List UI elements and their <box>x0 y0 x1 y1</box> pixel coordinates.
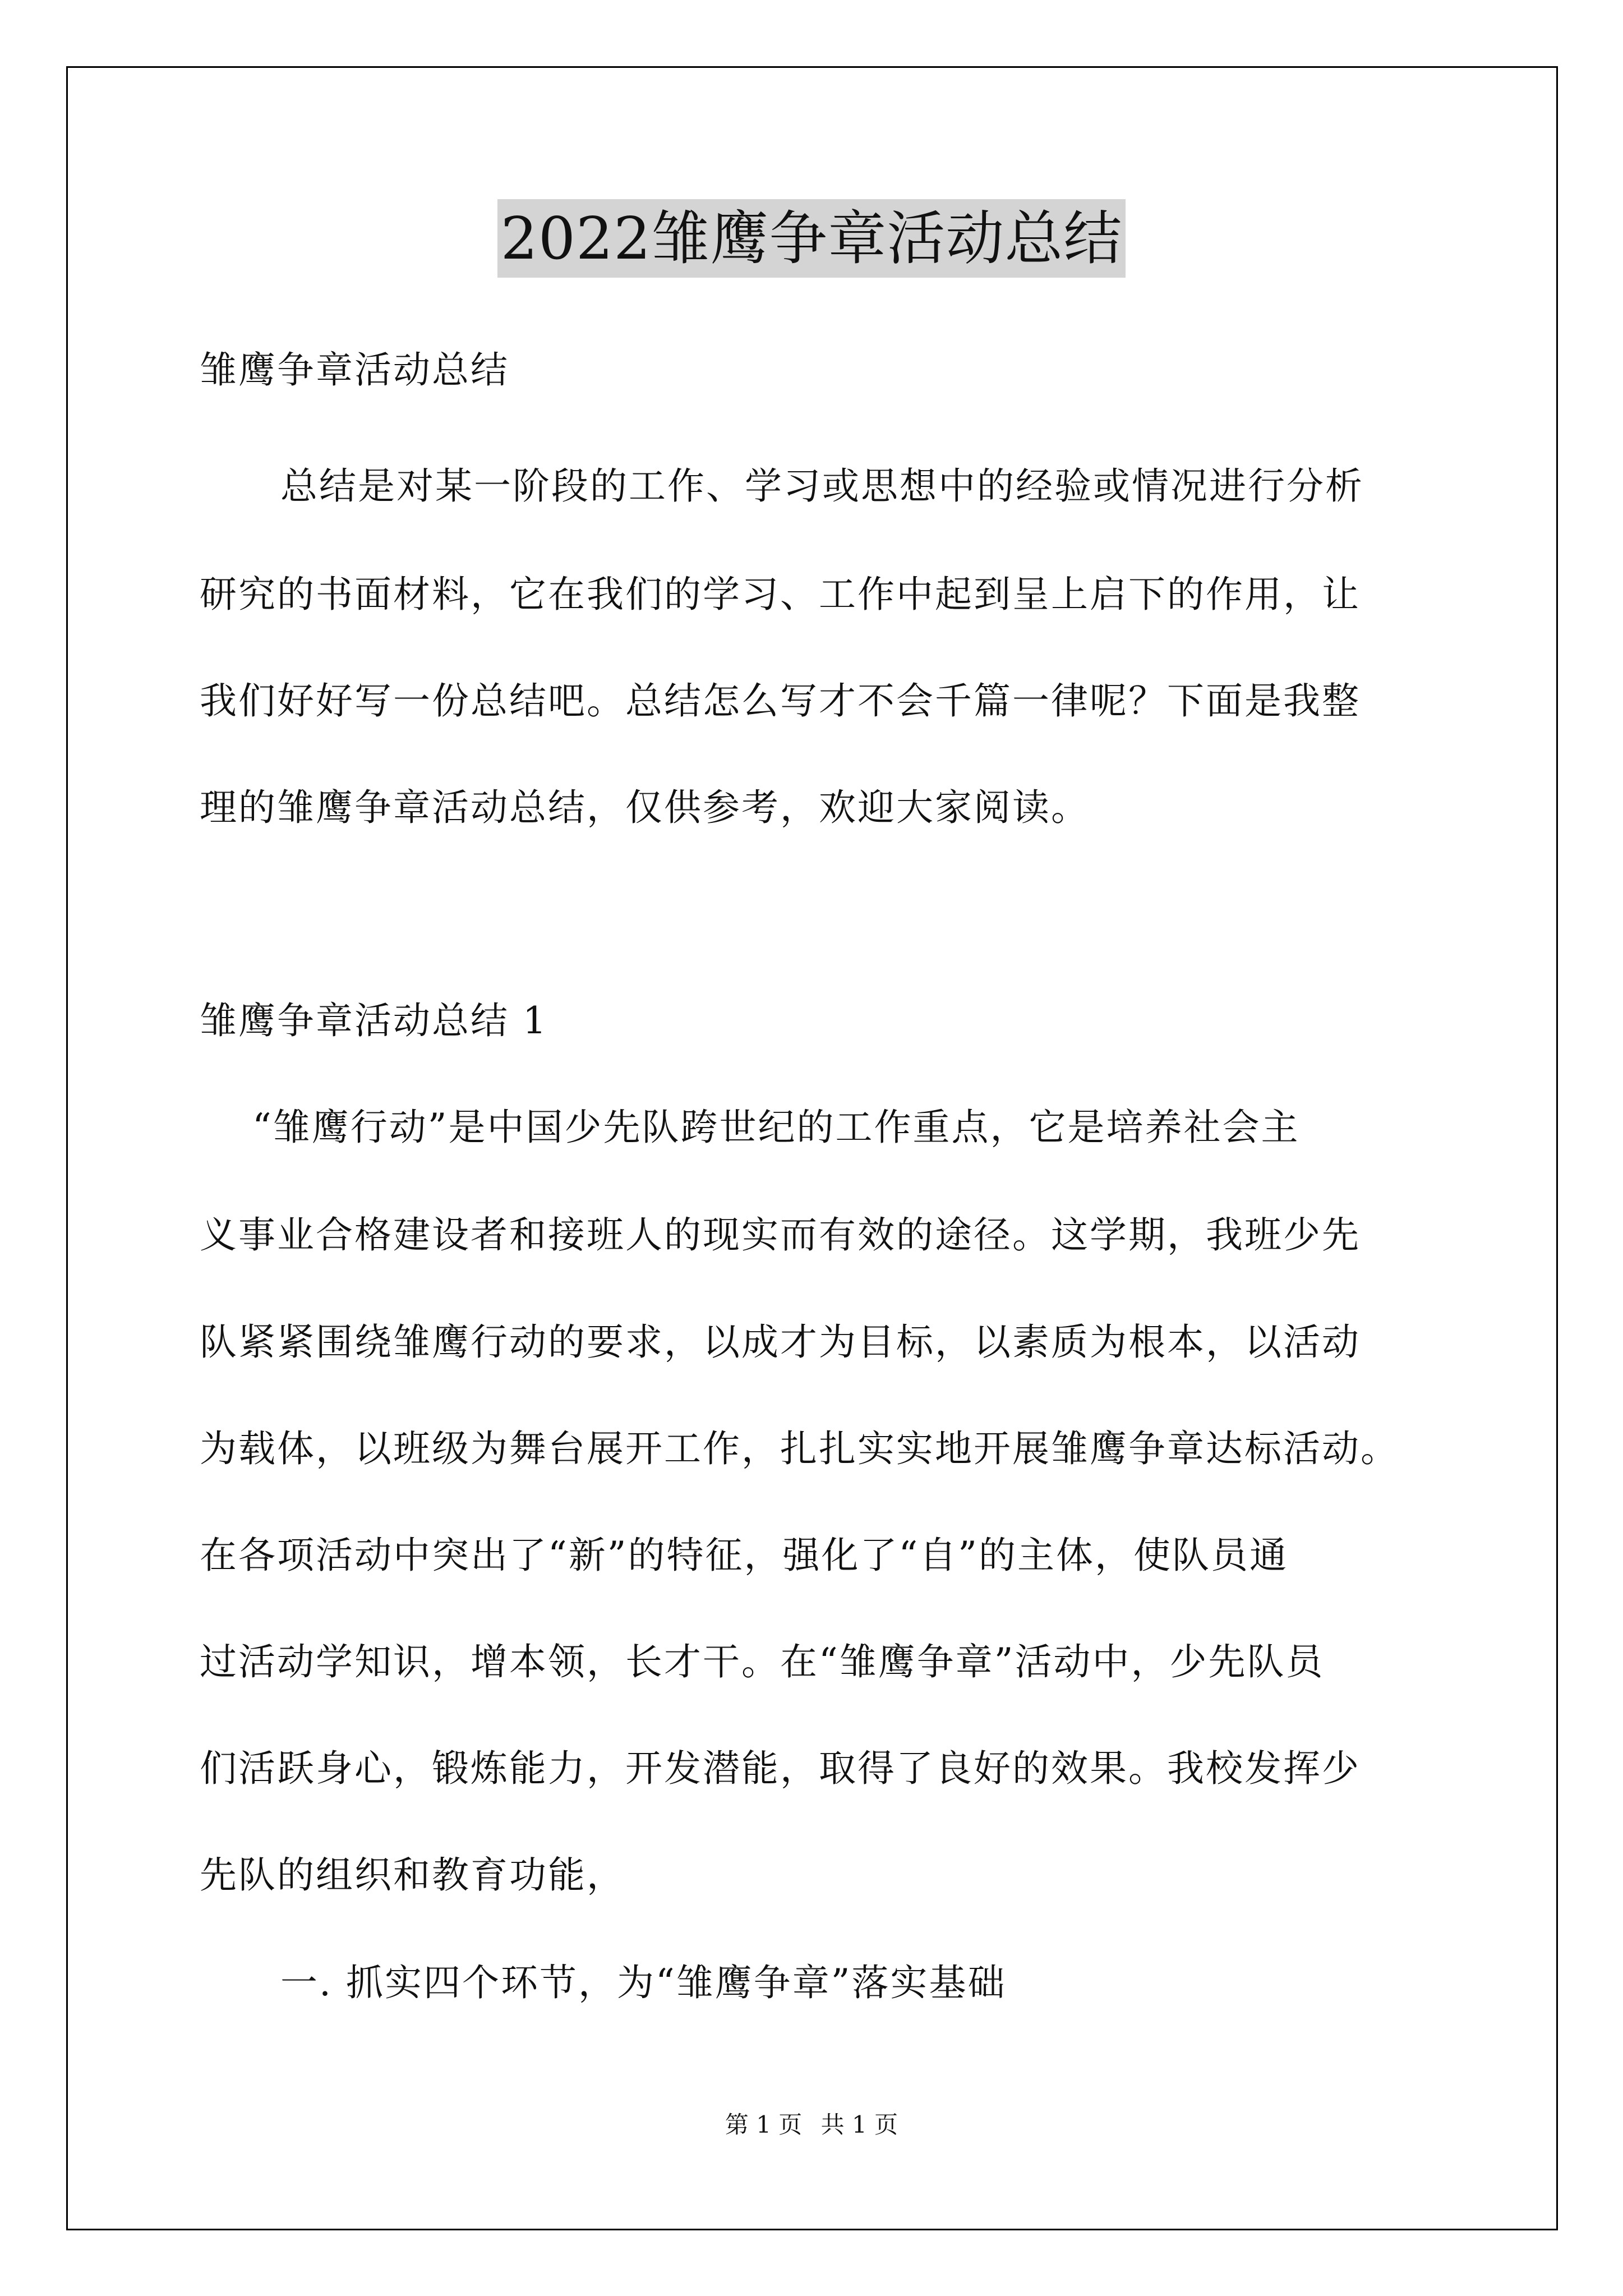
paragraph-line: 研究的书面材料，它在我们的学习、工作中起到呈上启下的作用，让 <box>200 573 1361 616</box>
title-container <box>0 199 1623 278</box>
page-footer <box>0 2108 1623 2142</box>
numbered-heading: 一. 抓实四个环节，为“雏鹰争章”落实基础 <box>280 1961 1007 2004</box>
paragraph-line: 我们好好写一份总结吧。总结怎么写才不会千篇一律呢？下面是我整 <box>200 679 1361 723</box>
paragraph-line: “雏鹰行动”是中国少先队跨世纪的工作重点，它是培养社会主 <box>252 1106 1300 1149</box>
paragraph-line: 义事业合格建设者和接班人的现实而有效的途径。这学期，我班少先 <box>200 1213 1361 1257</box>
section-heading: 雏鹰争章活动总结 <box>200 348 509 392</box>
paragraph-line: 总结是对某一阶段的工作、学习或思想中的经验或情况进行分析 <box>280 464 1364 508</box>
page-number-current: 第 1 页 <box>725 2111 803 2138</box>
page-number-total: 共 1 页 <box>820 2111 898 2138</box>
section-heading: 雏鹰争章活动总结 1 <box>200 999 548 1042</box>
paragraph-line: 在各项活动中突出了“新”的特征，强化了“自”的主体，使队员通 <box>200 1534 1288 1577</box>
paragraph-line: 理的雏鹰争章活动总结，仅供参考，欢迎大家阅读。 <box>200 786 1090 829</box>
paragraph-line: 队紧紧围绕雏鹰行动的要求，以成才为目标，以素质为根本，以活动 <box>200 1320 1361 1364</box>
paragraph-line: 们活跃身心，锻炼能力，开发潜能，取得了良好的效果。我校发挥少 <box>200 1747 1361 1790</box>
document-title: 2022雏鹰争章活动总结 <box>497 199 1126 278</box>
paragraph-line: 为载体，以班级为舞台展开工作，扎扎实实地开展雏鹰争章达标活动。 <box>200 1427 1399 1470</box>
paragraph-line: 先队的组织和教育功能， <box>200 1853 625 1897</box>
paragraph-line: 过活动学知识，增本领，长才干。在“雏鹰争章”活动中，少先队员 <box>200 1640 1325 1683</box>
